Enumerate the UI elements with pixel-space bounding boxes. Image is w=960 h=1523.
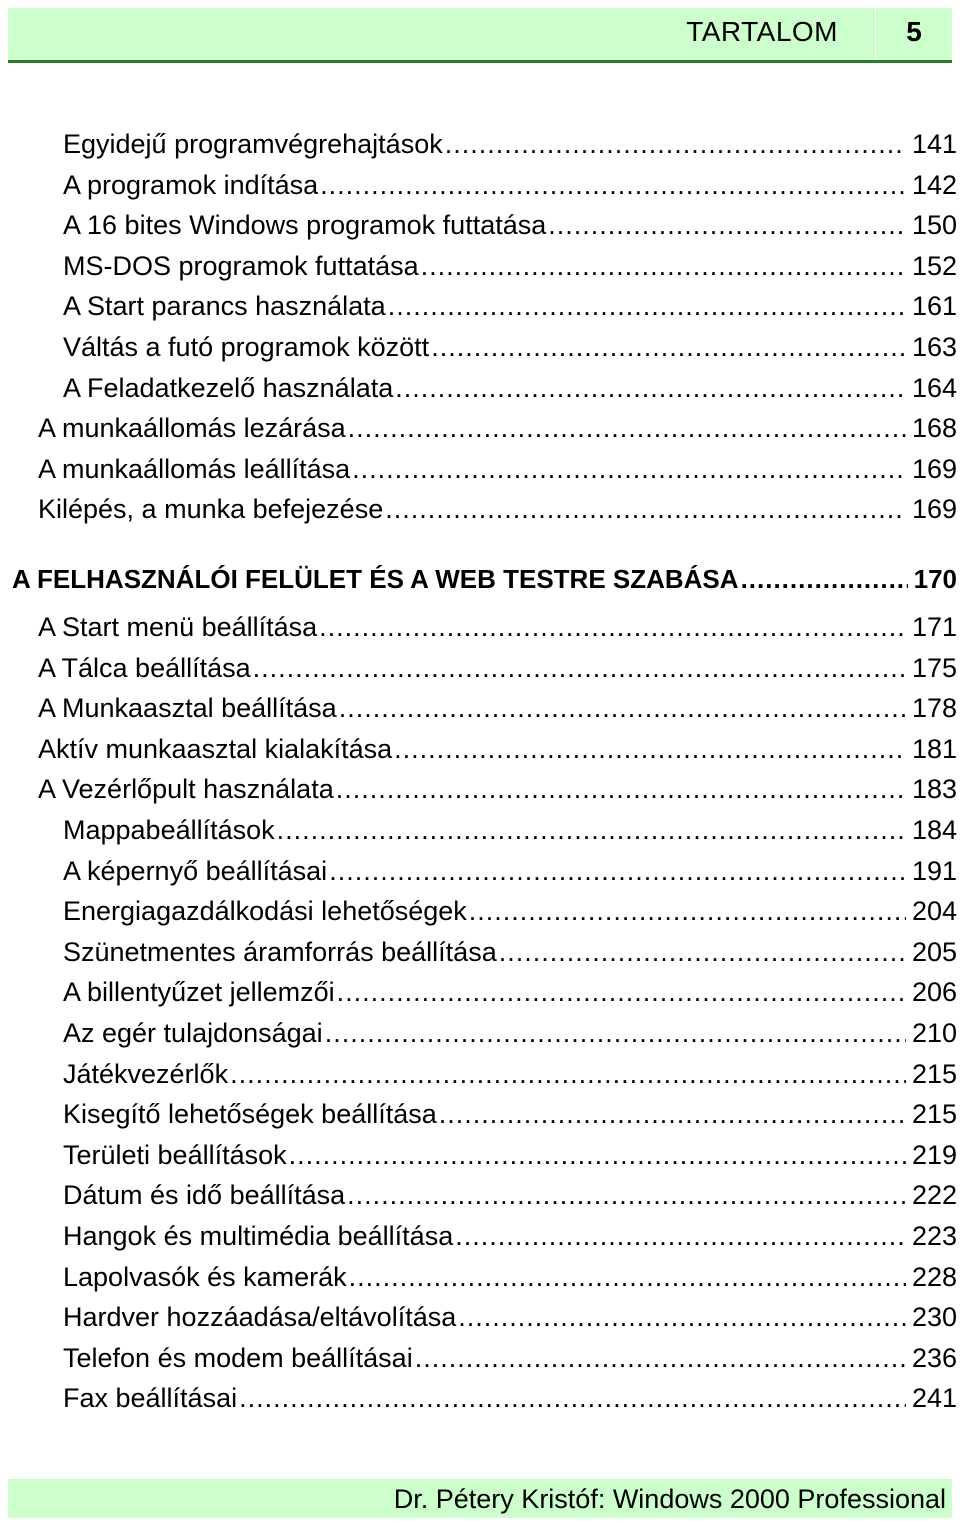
toc-entry-page: 230 [911, 1302, 957, 1333]
toc-entry[interactable] [63, 1257, 957, 1298]
toc-entry-page: 168 [911, 413, 957, 444]
toc-entry-page: 241 [911, 1383, 957, 1414]
toc-entry-page: 141 [911, 129, 957, 159]
toc-entry-title: Kisegítő lehetőségek beállítása [63, 1099, 437, 1130]
toc-entry[interactable] [63, 1216, 957, 1257]
toc-entry-page: 178 [911, 693, 957, 724]
page-header [8, 8, 952, 63]
toc-entry-page: 171 [911, 612, 957, 642]
toc-entry-title: A Start menü beállítása [38, 612, 318, 642]
toc-entry-title: A Start parancs használata [63, 291, 386, 322]
toc-entry-title: Váltás a futó programok között [63, 332, 430, 362]
toc-entry-title: A Tálca beállítása [38, 652, 251, 683]
toc-dot-leader [289, 1135, 906, 1176]
toc-dot-leader [548, 205, 906, 246]
toc-dot-leader [445, 124, 906, 165]
toc-entry[interactable] [63, 972, 957, 1013]
toc-entry-page: 152 [911, 250, 957, 281]
toc-entry-title: Kilépés, a munka befejezése [38, 494, 384, 525]
toc-dot-leader [329, 851, 906, 892]
toc-entry-title: A Munkaasztal beállítása [38, 693, 337, 724]
toc-entry-page: 210 [911, 1018, 957, 1048]
toc-entry[interactable] [63, 1338, 957, 1379]
header-title: TARTALOM [686, 16, 838, 47]
toc-dot-leader [455, 1216, 906, 1257]
toc-entry-page: 215 [911, 1058, 957, 1089]
toc-entry-title: Játékvezérlők [63, 1058, 229, 1089]
toc-entry-title: A 16 bites Windows programok futtatása [63, 210, 547, 241]
toc-dot-leader [499, 932, 906, 973]
toc-entry-title: Az egér tulajdonságai [63, 1018, 323, 1048]
toc-entry-title: A billentyűzet jellemzői [63, 977, 335, 1008]
toc-entry[interactable] [63, 124, 957, 165]
toc-entry-title: A programok indítása [63, 169, 319, 200]
toc-entry[interactable] [38, 607, 957, 648]
toc-entry[interactable] [38, 688, 957, 729]
toc-entry-page: 228 [911, 1261, 957, 1292]
toc-entry-title: Területi beállítások [63, 1139, 287, 1170]
toc-entry[interactable] [38, 729, 957, 770]
toc-dot-leader [277, 810, 906, 851]
toc-entry-title: Aktív munkaasztal kialakítása [38, 733, 393, 764]
toc-section-heading[interactable] [12, 559, 957, 600]
toc-dot-leader [230, 1054, 906, 1095]
toc-dot-leader [385, 489, 906, 530]
toc-dot-leader [431, 327, 906, 368]
toc-dot-leader [347, 1175, 906, 1216]
header-page-number: 5 [906, 16, 922, 47]
toc-entry-title: MS-DOS programok futtatása [63, 250, 419, 281]
toc-dot-leader [415, 1338, 906, 1379]
toc-entry-page: 223 [911, 1221, 957, 1251]
toc-dot-leader [325, 1013, 906, 1054]
toc-entry-page: 169 [911, 494, 957, 525]
toc-entry[interactable] [63, 1013, 957, 1054]
toc-entry-page: 175 [911, 652, 957, 683]
toc-dot-leader [352, 449, 906, 490]
toc-entry[interactable] [63, 246, 957, 287]
toc-entry-page: 205 [911, 936, 957, 967]
toc-entry-title: Telefon és modem beállításai [63, 1342, 413, 1373]
toc-dot-leader [348, 408, 906, 449]
toc-entry[interactable] [63, 286, 957, 327]
toc-entry[interactable] [63, 205, 957, 246]
toc-entry-title: Mappabeállítások [63, 815, 275, 845]
toc-dot-leader [239, 1378, 906, 1419]
toc-entry[interactable] [63, 932, 957, 973]
toc-entry[interactable] [63, 1054, 957, 1095]
toc-entry[interactable] [63, 1135, 957, 1176]
toc-entry-title: Egyidejű programvégrehajtások [63, 129, 443, 159]
toc-entry-title: Energiagazdálkodási lehetőségek [63, 896, 467, 927]
toc-dot-leader [349, 1257, 906, 1298]
toc-entry[interactable] [63, 891, 957, 932]
toc-dot-leader [388, 286, 906, 327]
toc-dot-leader [439, 1094, 906, 1135]
toc-entry-title: Dátum és idő beállítása [63, 1180, 346, 1211]
toc-entry-page: 150 [911, 210, 957, 241]
toc-entry-title: Hardver hozzáadása/eltávolítása [63, 1302, 457, 1333]
toc-dot-leader [319, 607, 906, 648]
toc-dot-leader [469, 891, 906, 932]
toc-entry-page: 170 [913, 564, 957, 594]
toc-entry-page: 183 [911, 774, 957, 805]
toc-dot-leader [421, 246, 906, 287]
toc-entry-page: 215 [911, 1099, 957, 1130]
footer-text: Dr. Pétery Kristóf: Windows 2000 Professional [393, 1484, 946, 1514]
toc-entry[interactable] [63, 851, 957, 892]
toc-entry[interactable] [63, 165, 957, 206]
toc-entry-page: 236 [911, 1342, 957, 1373]
toc-entry-title: Lapolvasók és kamerák [63, 1261, 347, 1292]
toc-entry-title: A munkaállomás lezárása [38, 413, 346, 444]
toc-entry-page: 222 [911, 1180, 957, 1211]
toc-entry[interactable] [63, 1378, 957, 1419]
toc-entry-page: 161 [911, 291, 957, 322]
toc-entry[interactable] [63, 1175, 957, 1216]
toc-entry[interactable] [38, 408, 957, 449]
toc-entry-page: 181 [911, 733, 957, 764]
toc-entry[interactable] [38, 769, 957, 810]
toc-entry-page: 163 [911, 332, 957, 362]
toc-entry-page: 206 [911, 977, 957, 1008]
toc-entry-title: Hangok és multimédia beállítása [63, 1221, 454, 1251]
toc-entry-page: 164 [911, 372, 957, 403]
toc-entry-page: 219 [911, 1139, 957, 1170]
toc-entry-title: A Vezérlőpult használata [38, 774, 334, 805]
toc-dot-leader [395, 368, 906, 409]
toc-dot-leader [458, 1297, 906, 1338]
toc-dot-leader [253, 648, 906, 689]
toc-entry-page: 142 [911, 169, 957, 200]
toc-entry[interactable] [38, 449, 957, 490]
toc-entry-title: A munkaállomás leállítása [38, 453, 351, 484]
toc-dot-leader [339, 688, 906, 729]
toc-dot-leader [320, 165, 906, 206]
toc-dot-leader [741, 559, 908, 600]
toc-dot-leader [394, 729, 906, 770]
toc-entry-page: 184 [911, 815, 957, 845]
toc-entry-title: Fax beállításai [63, 1383, 238, 1414]
toc-entry-title: A képernyő beállításai [63, 855, 328, 886]
toc-entry-title: A Feladatkezelő használata [63, 372, 394, 403]
toc-dot-leader [337, 972, 906, 1013]
toc-entry-page: 191 [911, 855, 957, 886]
toc-entry[interactable] [63, 1297, 957, 1338]
toc-entry[interactable] [63, 368, 957, 409]
toc-entry[interactable] [38, 489, 957, 530]
toc-entry[interactable] [63, 810, 957, 851]
toc-entry-title: A FELHASZNÁLÓI FELÜLET ÉS A WEB TESTRE SZABÁSA [12, 564, 739, 594]
toc-entry[interactable] [38, 648, 957, 689]
toc-entry-title: Szünetmentes áramforrás beállítása [63, 936, 497, 967]
toc-entry-page: 169 [911, 453, 957, 484]
toc-dot-leader [336, 769, 906, 810]
page-footer [8, 1479, 952, 1518]
toc-entry[interactable] [63, 327, 957, 368]
toc-entry-page: 204 [911, 896, 957, 927]
toc-entry[interactable] [63, 1094, 957, 1135]
